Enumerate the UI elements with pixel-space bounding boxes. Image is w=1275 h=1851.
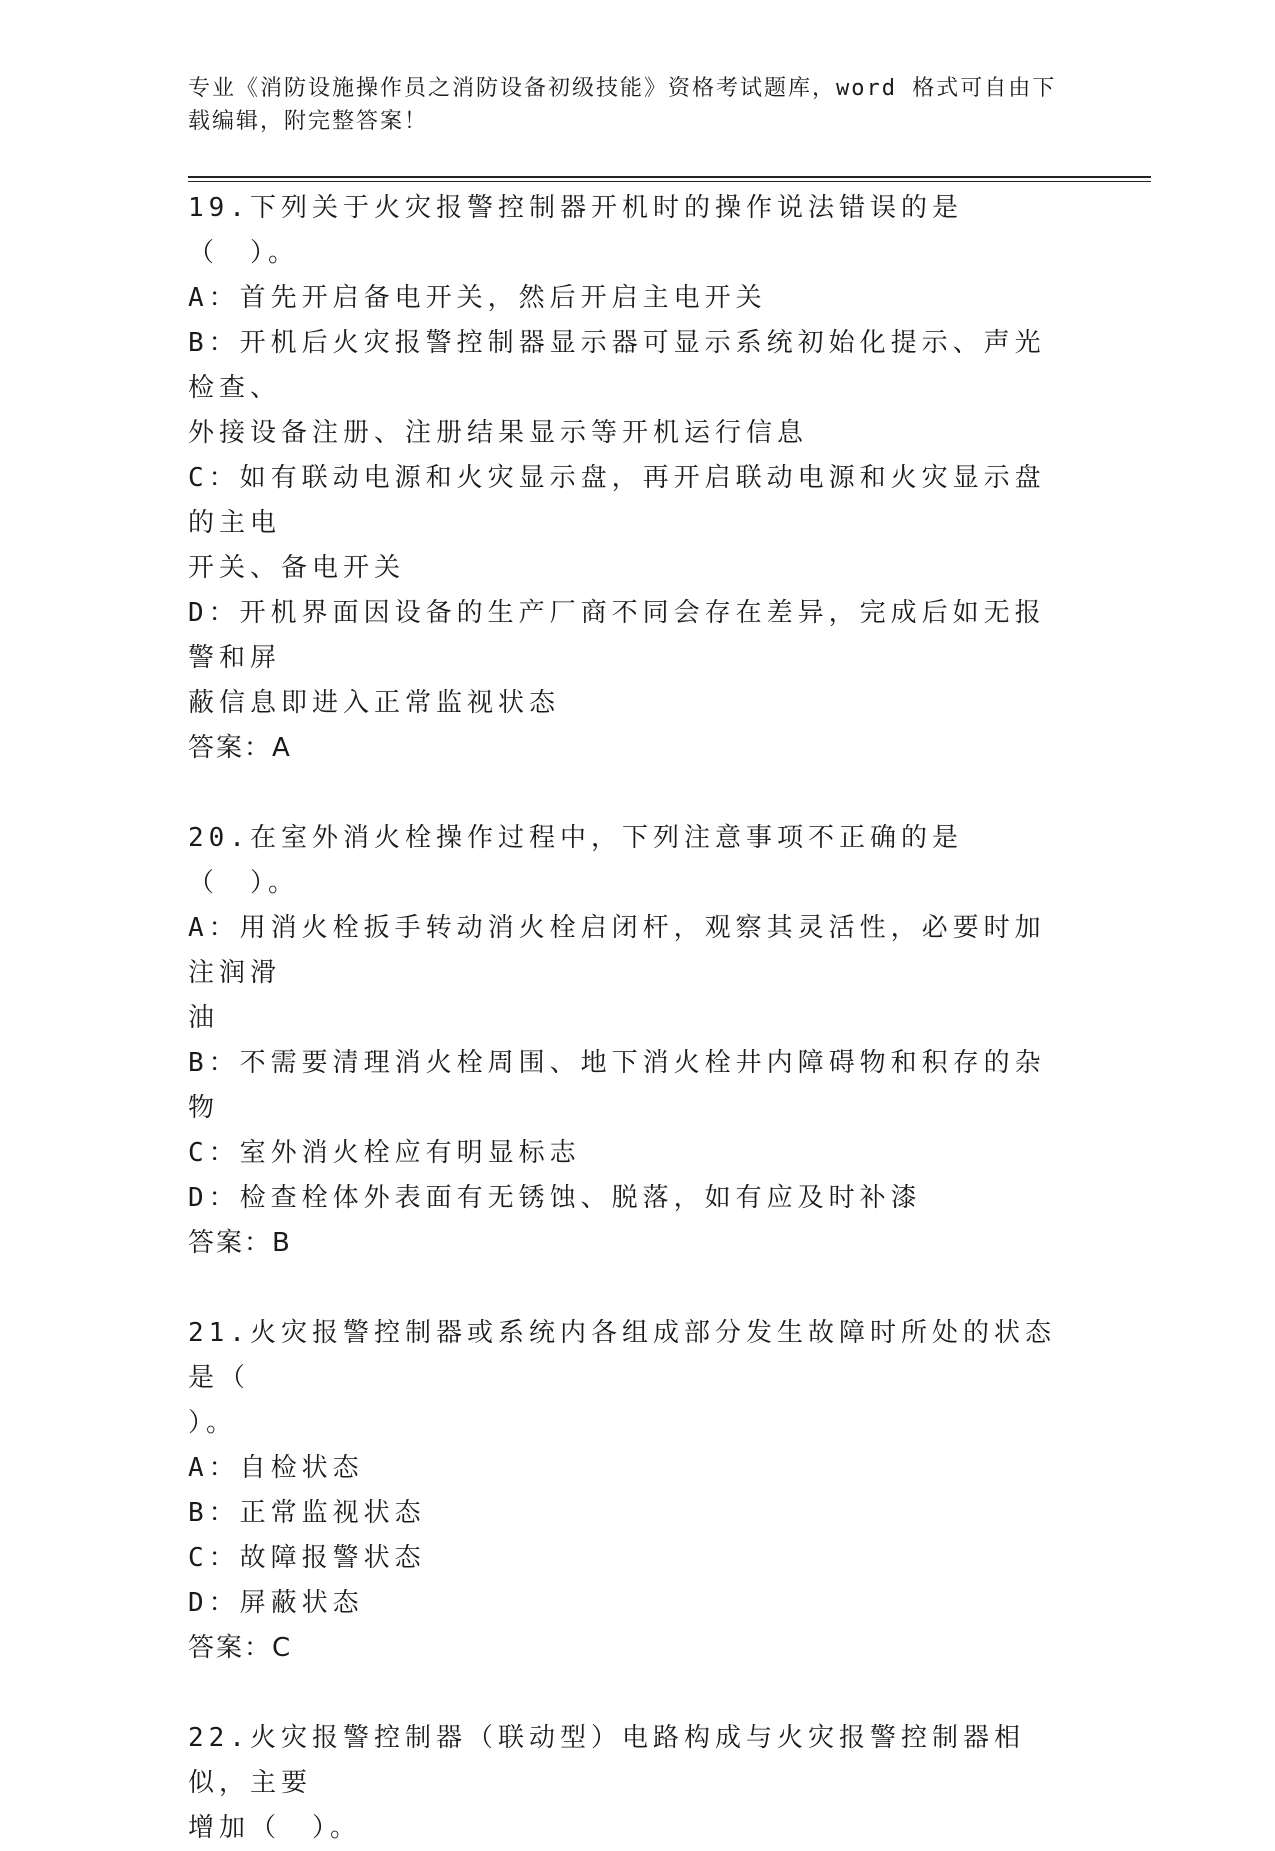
answer-option: D：开机界面因设备的生产厂商不同会存在差异，完成后如无报警和屏 [188,598,1046,673]
answer-key: 答案：B [188,1228,292,1258]
question-stem: 增加（ ）。 [188,1813,362,1843]
question-stem: 22.火灾报警控制器（联动型）电路构成与火灾报警控制器相似，主要 [188,1723,1025,1798]
answer-option: D：检查栓体外表面有无锈蚀、脱落，如有应及时补漆 [188,1183,922,1213]
question-stem: 21.火灾报警控制器或系统内各组成部分发生故障时所处的状态是（ [188,1318,1056,1393]
question-block [188,816,1068,1266]
answer-option: C：故障报警状态 [188,1543,426,1573]
answer-option: 开关、备电开关 [188,553,406,583]
answer-option: 油 [188,1003,220,1033]
question-spacer [188,1266,1068,1311]
answer-option: C：室外消火栓应有明显标志 [188,1138,581,1168]
answer-key: 答案：A [188,733,292,763]
answer-option: A：首先开启备电开关，然后开启主电开关 [188,283,767,313]
answer-option: B：正常监视状态 [188,1498,426,1528]
question-stem: 19.下列关于火灾报警控制器开机时的操作说法错误的是（ ）。 [188,193,963,268]
question-list [188,186,1068,1851]
question-block [188,1311,1068,1671]
answer-option: D：屏蔽状态 [188,1588,364,1618]
answer-key: 答案：C [188,1633,293,1663]
answer-option: B：开机后火灾报警控制器显示器可显示系统初始化提示、声光检查、 [188,328,1046,403]
header-divider-thin [188,181,1151,182]
answer-option: A：自检状态 [188,1453,364,1483]
answer-option: B：不需要清理消火栓周围、地下消火栓井内障碍物和积存的杂物 [188,1048,1046,1123]
answer-option: 外接设备注册、注册结果显示等开机运行信息 [188,418,809,448]
answer-option: 蔽信息即进入正常监视状态 [188,688,561,718]
question-spacer [188,771,1068,816]
question-spacer [188,1671,1068,1716]
answer-option: A：用消火栓扳手转动消火栓启闭杆，观察其灵活性，必要时加注润滑 [188,913,1046,988]
question-stem: 20.在室外消火栓操作过程中，下列注意事项不正确的是（ ）。 [188,823,963,898]
header-divider-thick [188,176,1151,178]
question-stem: ）。 [188,1408,238,1438]
question-block [188,1716,1068,1851]
document-header-intro: 专业《消防设施操作员之消防设备初级技能》资格考试题库，word 格式可自由下载编辑，附完整答案！ [188,76,1057,134]
answer-option: C：如有联动电源和火灾显示盘，再开启联动电源和火灾显示盘的主电 [188,463,1046,538]
question-block [188,186,1068,771]
